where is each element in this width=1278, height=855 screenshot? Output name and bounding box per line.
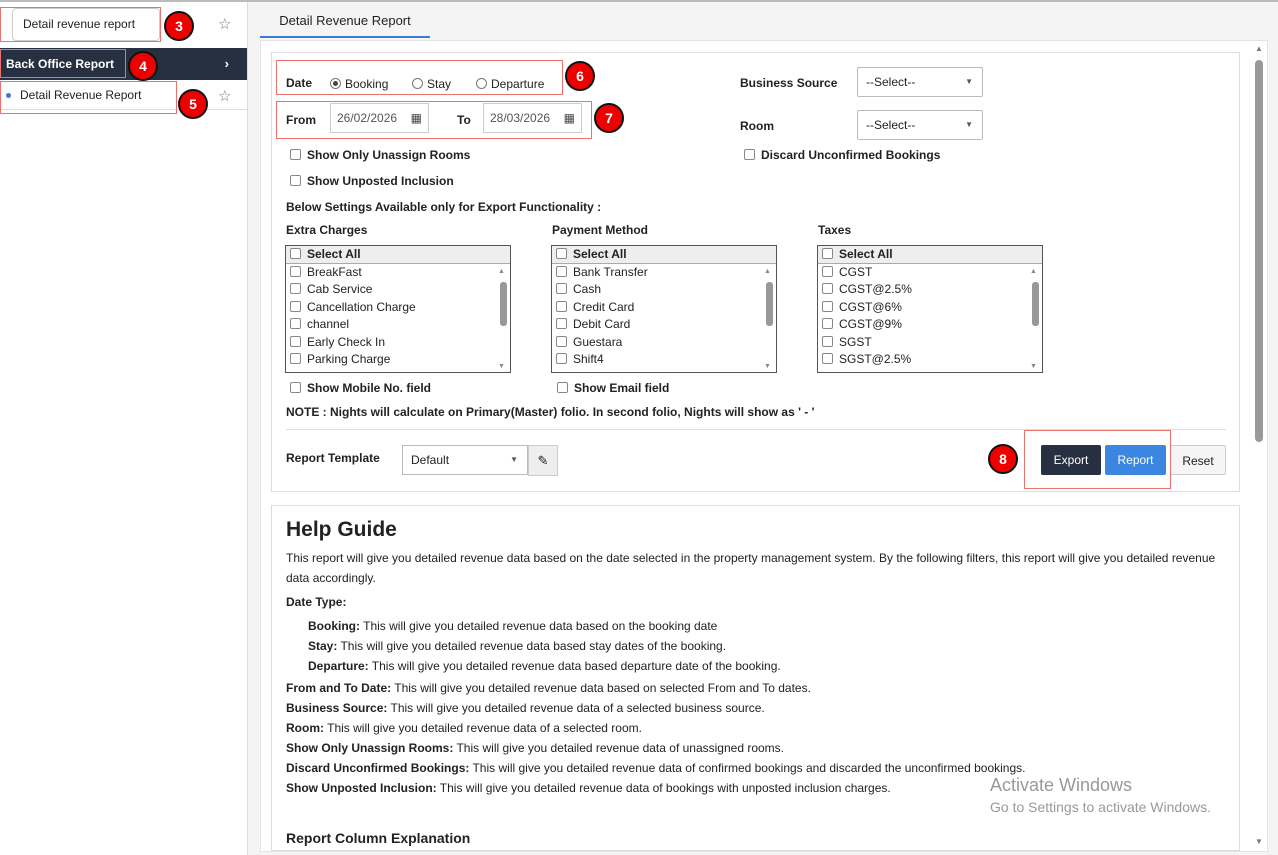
checkbox-icon: [290, 318, 301, 329]
watermark-line2: Go to Settings to activate Windows.: [990, 799, 1211, 815]
edit-icon: ✎: [537, 453, 549, 468]
annotation-badge: 5: [178, 89, 208, 119]
list-item-label: Bank Transfer: [573, 265, 648, 279]
list-item-label: Cancellation Charge: [307, 299, 416, 314]
list-item-label: Shift4: [573, 351, 604, 366]
edit-template-button[interactable]: [528, 445, 558, 476]
list-title: Payment Method: [552, 223, 649, 237]
list-item-label: SGST: [839, 334, 872, 349]
checkbox-icon: [556, 301, 567, 312]
list-item[interactable]: [552, 351, 776, 368]
select-all-row[interactable]: [552, 246, 776, 264]
list-item-label: CGST@2.5%: [839, 282, 912, 297]
sidebar-item-detail-revenue-report[interactable]: Detail Revenue Report: [0, 81, 247, 110]
checkbox-list: [817, 245, 1043, 373]
checkbox-icon: [822, 301, 833, 312]
checkbox-icon: [744, 149, 755, 160]
checkbox-list: [285, 245, 511, 373]
checkbox-icon: [822, 318, 833, 329]
checkbox-icon: [290, 283, 301, 294]
scroll-down-icon[interactable]: ▼: [1255, 837, 1263, 846]
list-item-label: SGST@2.5%: [839, 351, 912, 366]
scrollbar-thumb[interactable]: [1255, 60, 1263, 442]
scroll-up-icon[interactable]: ▲: [1030, 268, 1037, 275]
report-template-label: Report Template: [286, 451, 380, 465]
help-item: Booking: This will give you detailed revenue data based on the booking date: [308, 619, 718, 633]
list-item-label: Early Check In: [307, 334, 386, 349]
checkbox-icon: [822, 248, 833, 259]
list-title: Taxes: [818, 223, 852, 237]
room-select[interactable]: [857, 110, 983, 140]
list-item[interactable]: [818, 299, 1042, 316]
help-row: Business Source: This will give you detailed revenue data of a selected business source.: [286, 701, 765, 715]
list-item[interactable]: [286, 264, 510, 281]
help-intro: This report will give you detailed revenue data based on the date selected in the property management system. By the following filters, this report will give you detailed revenue data accordingly.: [286, 551, 1216, 585]
checkbox-icon: [557, 382, 568, 393]
scroll-up-icon[interactable]: ▲: [1255, 44, 1263, 53]
star-icon[interactable]: ☆: [218, 16, 232, 33]
help-title: Help Guide: [286, 518, 397, 541]
section-label: Back Office Report: [6, 57, 115, 71]
to-label: To: [457, 113, 471, 127]
business-source-label: Business Source: [740, 76, 838, 90]
list-item[interactable]: [552, 316, 776, 333]
tab-detail-revenue-report[interactable]: Detail Revenue Report: [260, 8, 430, 38]
annotation-badge: 8: [988, 444, 1018, 474]
show-unposted-checkbox[interactable]: [290, 174, 454, 188]
scroll-up-icon[interactable]: ▲: [764, 268, 771, 275]
help-item: Departure: This will give you detailed revenue data based departure date of the booking.: [308, 659, 781, 673]
list-item[interactable]: [818, 316, 1042, 333]
list-item-label: CGST@9%: [839, 317, 902, 332]
list-item[interactable]: [552, 264, 776, 281]
checkbox-icon: [290, 175, 301, 186]
list-item-label: Parking Charge: [307, 351, 391, 366]
checkbox-icon: [290, 248, 301, 259]
chevron-right-icon: ›: [224, 56, 229, 71]
scrollbar-thumb[interactable]: [1032, 282, 1039, 326]
list-item[interactable]: [286, 316, 510, 333]
help-row: Show Unposted Inclusion: This will give you detailed revenue data of bookings with unposted inclusion charges.: [286, 781, 891, 795]
list-item[interactable]: [552, 281, 776, 298]
checkbox-icon: [556, 318, 567, 329]
watermark-line1: Activate Windows: [990, 775, 1133, 795]
caret-down-icon: ▼: [965, 120, 973, 129]
help-row: Room: This will give you detailed revenue data of a selected room.: [286, 721, 642, 735]
sidebar: [0, 2, 248, 855]
list-item-label: CGST: [839, 265, 873, 279]
checkbox-icon: [822, 336, 833, 347]
list-item-label: BreakFast: [307, 265, 362, 279]
page-scrollbar[interactable]: [1252, 42, 1266, 848]
checkbox-icon: [556, 248, 567, 259]
reset-button[interactable]: Reset: [1170, 445, 1226, 475]
checkbox-list: [551, 245, 777, 373]
select-value: --Select--: [866, 118, 916, 132]
calendar-icon[interactable]: ▦: [410, 111, 422, 125]
checkbox-icon: [556, 353, 567, 364]
list-item[interactable]: [552, 299, 776, 316]
scroll-down-icon[interactable]: ▼: [764, 363, 771, 370]
list-item-label: Guestara: [573, 334, 623, 349]
checkbox-icon: [290, 353, 301, 364]
list-item-label: channel: [307, 317, 350, 332]
scroll-up-icon[interactable]: ▲: [498, 268, 505, 275]
list-scrollbar[interactable]: [498, 266, 508, 370]
list-item[interactable]: [818, 334, 1042, 351]
star-icon[interactable]: ☆: [218, 88, 232, 105]
annotation-badge: 3: [164, 11, 194, 41]
caret-down-icon: ▼: [965, 77, 973, 86]
export-button[interactable]: Export: [1041, 445, 1101, 475]
annotation-box: [276, 101, 592, 139]
annotation-box: [1024, 430, 1171, 489]
checkbox-icon: [290, 149, 301, 160]
date-label: Date: [286, 76, 313, 90]
checkbox-label: Discard Unconfirmed Bookings: [761, 148, 941, 162]
annotation-box: [0, 49, 126, 78]
checkbox-icon: [290, 301, 301, 312]
select-all-label: Select All: [573, 247, 627, 261]
checkbox-icon: [556, 283, 567, 294]
radio-label: Departure: [491, 77, 545, 91]
checkbox-label: Show Email field: [574, 381, 670, 395]
checkbox-icon: [822, 266, 833, 277]
select-all-row[interactable]: [286, 246, 510, 264]
list-item[interactable]: [552, 334, 776, 351]
calendar-icon[interactable]: ▦: [563, 111, 575, 125]
list-item[interactable]: [286, 351, 510, 368]
select-value: --Select--: [866, 75, 916, 89]
discard-unconfirmed-checkbox[interactable]: [744, 148, 940, 162]
report-button[interactable]: Report: [1105, 445, 1166, 475]
room-label: Room: [740, 119, 774, 133]
show-unassign-checkbox[interactable]: [290, 148, 470, 162]
scrollbar-thumb[interactable]: [500, 282, 507, 326]
select-value: Default: [411, 453, 450, 467]
report-template-select[interactable]: [402, 445, 528, 475]
checkbox-icon: [290, 336, 301, 347]
help-item: Stay: This will give you detailed revenue data based stay dates of the booking.: [308, 639, 727, 653]
list-item-label: Debit Card: [573, 317, 631, 332]
scroll-down-icon[interactable]: ▼: [1030, 363, 1037, 370]
list-item[interactable]: [818, 351, 1042, 368]
checkbox-label: Show Mobile No. field: [307, 381, 431, 395]
annotation-badge: 4: [128, 51, 158, 81]
help-row: From and To Date: This will give you detailed revenue data based on selected From and To dates.: [286, 681, 811, 695]
export-settings-note: Below Settings Available only for Export Functionality :: [286, 200, 602, 214]
select-all-row[interactable]: [818, 246, 1042, 264]
help-date-type: Date Type:: [286, 595, 347, 609]
to-date-value: 28/03/2026: [490, 111, 551, 125]
select-all-label: Select All: [839, 247, 893, 261]
annotation-box: [0, 81, 177, 114]
list-item[interactable]: [286, 334, 510, 351]
checkbox-label: Show Only Unassign Rooms: [307, 148, 471, 162]
from-label: From: [286, 113, 316, 127]
list-item[interactable]: [818, 264, 1042, 281]
checkbox-label: Show Unposted Inclusion: [307, 174, 454, 188]
annotation-badge: 6: [565, 61, 595, 91]
checkbox-icon: [290, 266, 301, 277]
annotation-badge: 7: [594, 103, 624, 133]
list-item-label: CGST@6%: [839, 299, 902, 314]
checkbox-icon: [290, 382, 301, 393]
checkbox-icon: [556, 336, 567, 347]
select-all-label: Select All: [307, 247, 361, 261]
list-title: Extra Charges: [286, 223, 368, 237]
scroll-down-icon[interactable]: ▼: [498, 363, 505, 370]
annotation-box: [276, 60, 563, 95]
caret-down-icon: ▼: [510, 455, 518, 464]
list-item-label: Cab Service: [307, 282, 373, 297]
list-scrollbar[interactable]: [764, 266, 774, 370]
list-item[interactable]: [286, 281, 510, 298]
checkbox-icon: [556, 266, 567, 277]
list-item[interactable]: [818, 281, 1042, 298]
menu-search-input[interactable]: Detail revenue report: [12, 8, 160, 41]
nights-note: NOTE : Nights will calculate on Primary(Master) folio. In second folio, Nights will show as ' - ': [286, 405, 815, 419]
help-row: Discard Unconfirmed Bookings: This will give you detailed revenue data of confirmed bookings and discarded the unconfirmed bookings.: [286, 761, 1026, 775]
list-item[interactable]: [286, 299, 510, 316]
report-column-title: Report Column Explanation: [286, 830, 471, 846]
radio-label: Stay: [427, 77, 452, 91]
list-item-label: Cash: [573, 282, 602, 297]
show-email-checkbox[interactable]: [557, 381, 669, 395]
checkbox-icon: [822, 283, 833, 294]
list-item-label: Credit Card: [573, 299, 635, 314]
business-source-select[interactable]: [857, 67, 983, 97]
list-scrollbar[interactable]: [1030, 266, 1040, 370]
annotation-box: [0, 7, 161, 42]
help-row: Show Only Unassign Rooms: This will give you detailed revenue data of unassigned rooms.: [286, 741, 784, 755]
radio-label: Booking: [345, 77, 389, 91]
from-date-value: 26/02/2026: [337, 111, 398, 125]
checkbox-icon: [822, 353, 833, 364]
scrollbar-thumb[interactable]: [766, 282, 773, 326]
show-mobile-checkbox[interactable]: [290, 381, 431, 395]
